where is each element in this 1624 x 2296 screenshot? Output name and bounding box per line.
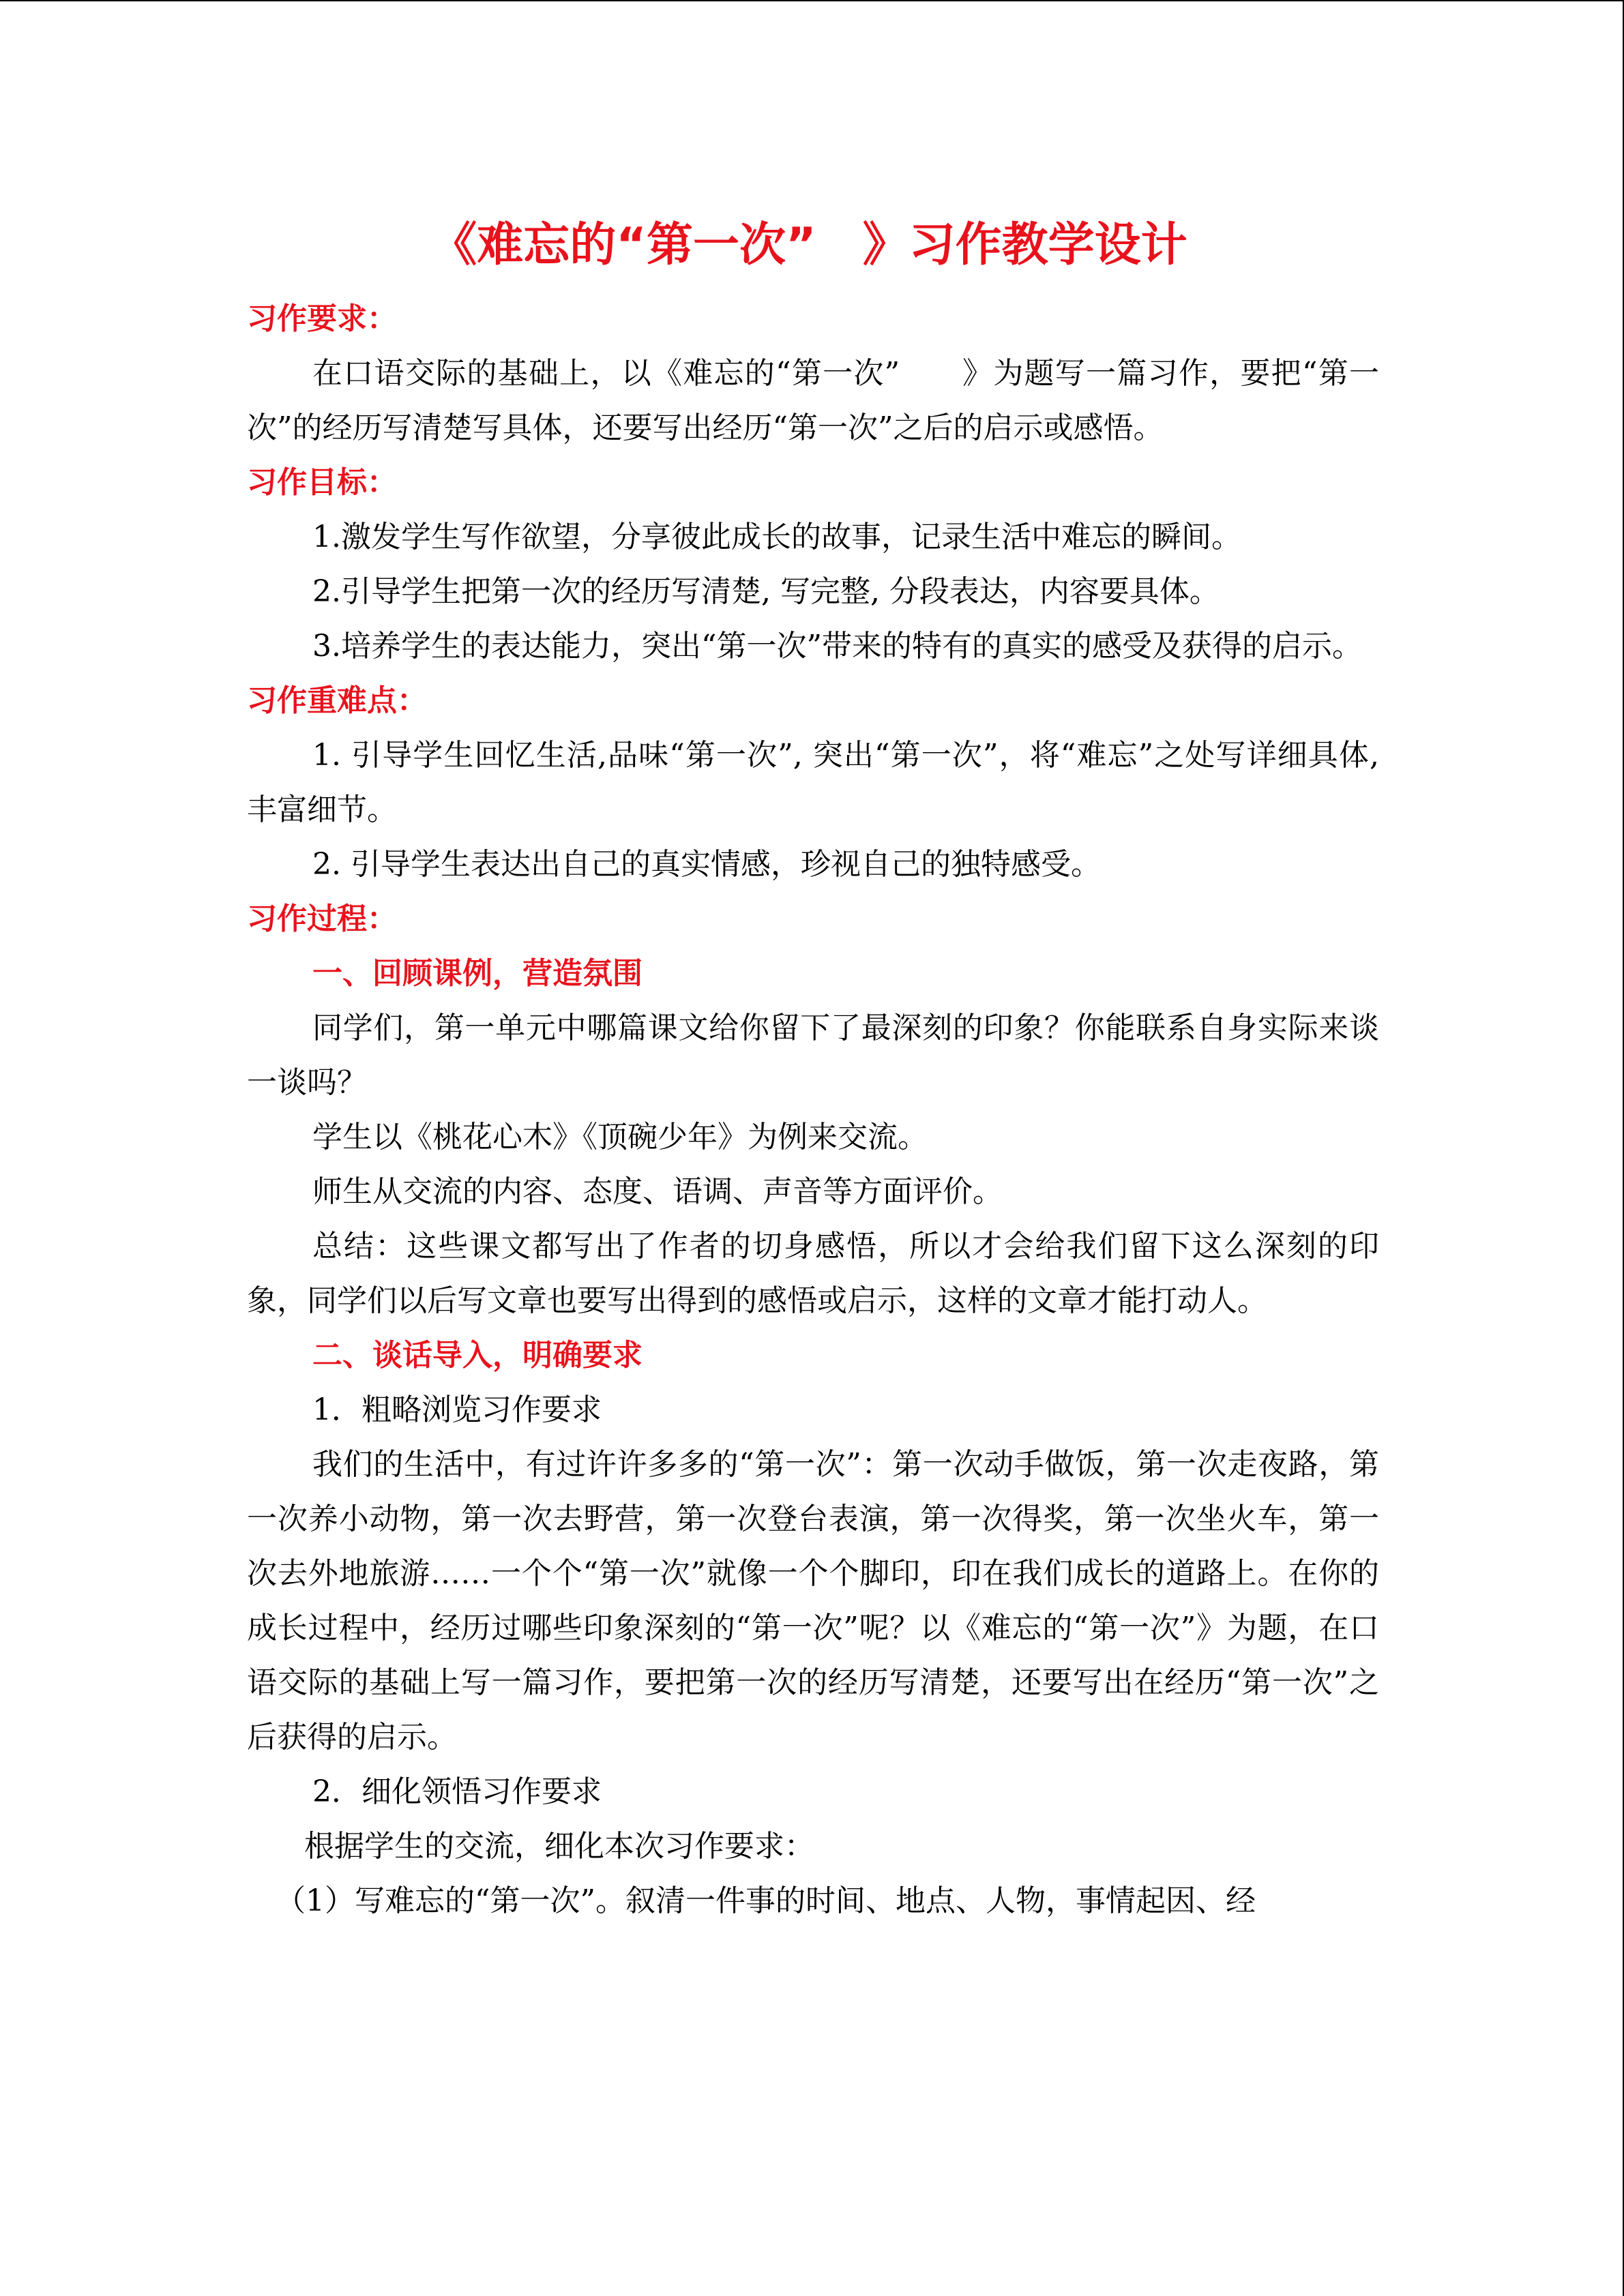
section-heading-key-points: 习作重难点： (247, 683, 427, 718)
paragraph: 师生从交流的内容、态度、语调、声音等方面评价。 (312, 1174, 1003, 1209)
document-body (247, 205, 1379, 1928)
subsection-heading-review: 一、回顾课例，营造氛围 (312, 956, 643, 991)
goal-item: 3.培养学生的表达能力，突出“第一次”带来的特有的真实的感受及获得的启示。 (312, 629, 1362, 664)
goal-item: 1.激发学生写作欲望，分享彼此成长的故事，记录生活中难忘的瞬间。 (312, 520, 1241, 554)
list-item: （1）写难忘的“第一次”。叙清一件事的时间、地点、人物，事情起因、经 (276, 1883, 1256, 1918)
section-heading-goals: 习作目标： (247, 465, 397, 500)
paragraph: 学生以《桃花心木》《顶碗少年》为例来交流。 (312, 1120, 928, 1154)
key-point-item: 1. 引导学生回忆生活,品味“第一次”, 突出“第一次”，将“难忘”之处写详细具体,丰富细节。 (247, 738, 1379, 827)
paragraph: 我们的生活中，有过许许多多的“第一次”：第一次动手做饭，第一次走夜路，第一次养小动物，第一次去野营，第一次登台表演，第一次得奖，第一次坐火车，第一次去外地旅游……一个个“第一次”就像一个个脚印，印在我们成长的道路上。在你的成长过程中，经历过哪些印象深刻的“第一次”呢？以《难忘的“第一次”》为题，在口语交际的基础上写一篇习作，要把第一次的经历写清楚，还要写出在经历“第一次”之后获得的启示。 (247, 1447, 1379, 1755)
paragraph: 同学们，第一单元中哪篇课文给你留下了最深刻的印象？你能联系自身实际来谈一谈吗？ (247, 1011, 1379, 1100)
paragraph: 根据学生的交流，细化本次习作要求： (304, 1829, 814, 1864)
section-heading-requirements: 习作要求： (247, 301, 397, 336)
paragraph: 总结：这些课文都写出了作者的切身感悟，所以才会给我们留下这么深刻的印象，同学们以后写文章也要写出得到的感悟或启示，这样的文章才能打动人。 (247, 1229, 1379, 1318)
key-point-item: 2. 引导学生表达出自己的真实情感，珍视自己的独特感受。 (312, 847, 1101, 882)
paragraph: 在口语交际的基础上，以《难忘的“第一次” 》为题写一篇习作，要把“第一次”的经历写清楚写具体，还要写出经历“第一次”之后的启示或感悟。 (247, 356, 1379, 445)
step-label: 2．细化领悟习作要求 (312, 1774, 602, 1809)
section-heading-process: 习作过程： (247, 901, 397, 936)
step-label: 1．粗略浏览习作要求 (312, 1392, 602, 1427)
subsection-heading-intro: 二、谈话导入，明确要求 (312, 1338, 643, 1373)
goal-item: 2.引导学生把第一次的经历写清楚, 写完整, 分段表达，内容要具体。 (312, 574, 1220, 609)
document-title: 《难忘的“第一次” 》习作教学设计 (430, 218, 1187, 272)
